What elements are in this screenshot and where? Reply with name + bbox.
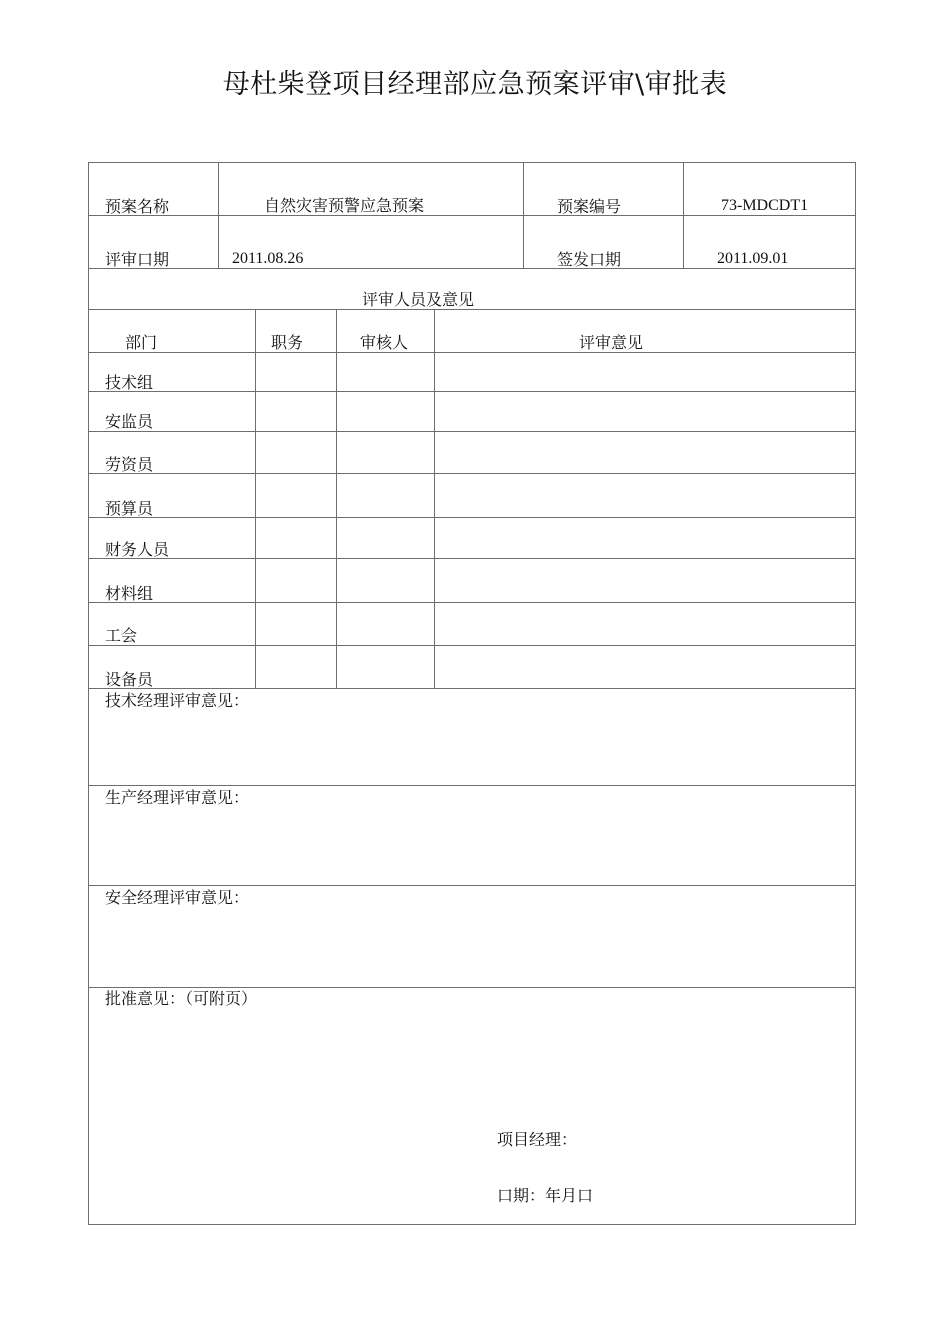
tech-manager-opinion-label: 技术经理评审意见： <box>105 691 250 710</box>
header-review-opinion: 评审意见 <box>579 333 644 352</box>
row-divider <box>89 688 855 689</box>
row-divider <box>89 431 855 432</box>
row-divider <box>89 517 855 518</box>
header-department: 部门 <box>125 333 158 352</box>
row-divider <box>89 352 855 353</box>
row-divider <box>89 391 855 392</box>
plan-name-label: 预案名称 <box>105 197 170 216</box>
approval-form <box>88 162 856 1225</box>
column-divider <box>434 309 435 688</box>
approval-date-label: 口期：年月口 <box>497 1186 594 1205</box>
column-divider <box>218 163 219 268</box>
review-date-label: 评审口期 <box>105 250 170 269</box>
column-divider <box>683 163 684 268</box>
department-cell: 安监员 <box>105 412 154 431</box>
row-divider <box>89 473 855 474</box>
plan-no-value: 73-MDCDT1 <box>721 197 809 214</box>
column-divider <box>523 163 524 268</box>
column-divider <box>336 309 337 688</box>
department-cell: 财务人员 <box>105 540 170 559</box>
department-cell: 劳资员 <box>105 455 154 474</box>
header-position: 职务 <box>271 333 304 352</box>
column-divider <box>255 309 256 688</box>
row-divider <box>89 602 855 603</box>
row-divider <box>89 785 855 786</box>
plan-name-value: 自然灾害预警应急预案 <box>264 196 425 215</box>
department-cell: 设备员 <box>105 670 154 689</box>
reviewers-section-title: 评审人员及意见 <box>362 290 475 309</box>
department-cell: 预算员 <box>105 499 154 518</box>
header-reviewer: 审核人 <box>360 333 409 352</box>
plan-no-label: 预案编号 <box>557 197 622 216</box>
issue-date-label: 签发口期 <box>557 250 622 269</box>
review-date-value: 2011.08.26 <box>232 250 304 267</box>
production-manager-opinion-label: 生产经理评审意见： <box>105 788 250 807</box>
row-divider <box>89 558 855 559</box>
row-divider <box>89 645 855 646</box>
safety-manager-opinion-label: 安全经理评审意见： <box>105 888 250 907</box>
document-title: 母杜柴登项目经理部应急预案评审\审批表 <box>222 69 728 100</box>
approval-opinion-label: 批准意见：（可附页） <box>105 989 258 1008</box>
department-cell: 工会 <box>105 626 138 645</box>
project-manager-label: 项目经理： <box>497 1130 578 1149</box>
department-cell: 材料组 <box>105 584 154 603</box>
issue-date-value: 2011.09.01 <box>717 250 789 267</box>
row-divider <box>89 987 855 988</box>
row-divider <box>89 885 855 886</box>
department-cell: 技术组 <box>105 373 154 392</box>
